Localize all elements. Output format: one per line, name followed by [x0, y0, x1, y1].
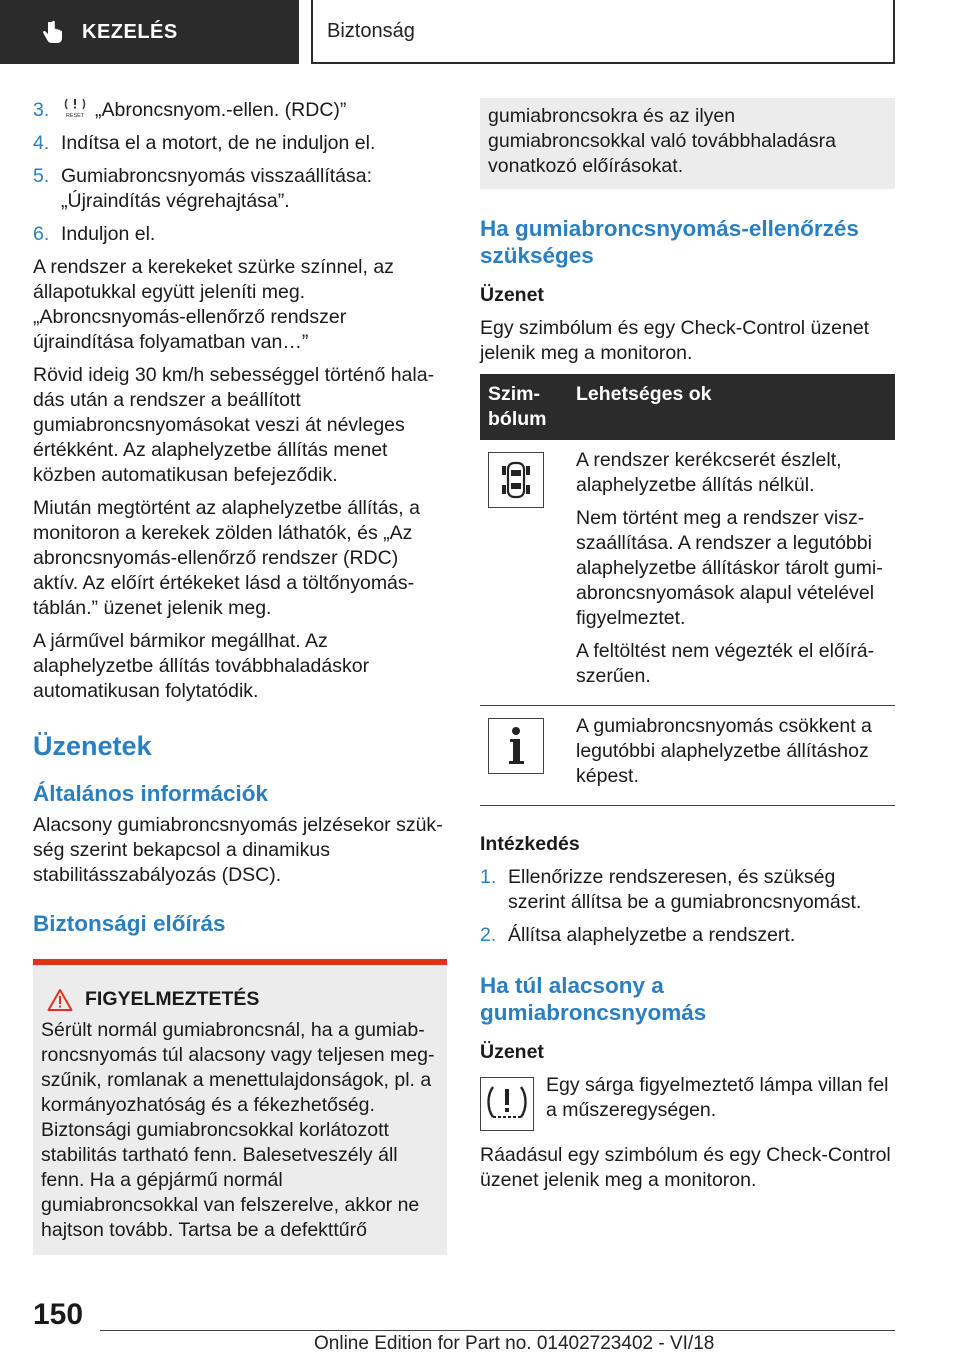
- reason-text: A gumiabroncsnyomás csökkent a legutóbbi alaphelyzetbe állításhoz képest.: [576, 715, 872, 787]
- footer-divider: [100, 1330, 895, 1331]
- paragraph: A rendszer a kerekeket szürke színnel, az állapotukkal együtt jeleníti meg. „Abroncsnyomás-ellenőrző rendszer újraindítása folyamatban van…”: [33, 256, 394, 353]
- hand-pointer-icon: [38, 18, 66, 46]
- step-text: Indítsa el a motort, de ne induljon el.: [61, 132, 376, 154]
- step-text: Gumiabroncsnyomás visszaállítása: „Újraindítás végrehajtása”.: [61, 165, 373, 212]
- action-number: 1.: [480, 866, 497, 888]
- yellow-lamp-text: Egy sárga figyelmeztető lámpa villan fel a műszeregységen.: [546, 1074, 889, 1121]
- yellow-lamp-row: [480, 1073, 895, 1131]
- column-header: Lehetséges ok: [568, 374, 895, 440]
- heading-check-required: Ha gumiabroncsnyomás-ellenőrzés szükséges: [480, 216, 859, 268]
- page-number: 150: [33, 1298, 84, 1331]
- action-item: [480, 923, 895, 948]
- rdc-reset-label: RESET: [65, 112, 85, 119]
- action-text: Ellenőrizze rendszeresen, és szükség szerint állítsa be a gumiabroncsnyomást.: [508, 866, 862, 913]
- tire-pressure-warning-icon: [480, 1077, 534, 1131]
- step-number: 3.: [33, 99, 50, 121]
- step-item: [33, 131, 447, 156]
- step-text: „Abroncsnyom.-ellen. (RDC)”: [95, 99, 347, 121]
- action-item: [480, 865, 895, 915]
- step-item: [33, 222, 447, 247]
- message-label: Üzenet: [480, 284, 544, 306]
- action-text: Állítsa alaphelyzetbe a rendszert.: [508, 924, 796, 946]
- warning-continued: gumiabroncsokra és az ilyen gumiabroncsokkal való továbbhaladásra vonatkozó előírásokat.: [480, 98, 895, 189]
- symbol-cell: [480, 440, 568, 706]
- reason-cell: [568, 440, 895, 706]
- heading-low-pressure: Ha túl alacsony a gumiabroncsnyomás: [480, 973, 707, 1025]
- step-number: 4.: [33, 132, 50, 154]
- table-row: [480, 706, 895, 806]
- paragraph: Miután megtörtént az alaphelyzetbe állítás, a monitoron a kerekek zölden láthatók, és „Az abroncsnyomás-ellenőrző rendszer (RDC) aktív. Az előírt értékeket lásd a töltőnyomás-táblán.” üzenet jelenik meg.: [33, 497, 420, 619]
- step-item: [33, 164, 447, 214]
- step-number: 5.: [33, 165, 50, 187]
- table-header: [480, 374, 895, 440]
- section-label: KEZELÉS: [82, 20, 178, 43]
- warning-box: [33, 959, 447, 1255]
- column-header: Szimbólum: [480, 374, 568, 440]
- reason-cell: [568, 706, 895, 806]
- left-column: [33, 98, 447, 1255]
- warning-title-text: FIGYELMEZTETÉS: [85, 988, 260, 1010]
- symbol-cell: [480, 706, 568, 806]
- step-item: [33, 98, 447, 123]
- general-info-text: Alacsony gumiabroncsnyomás jelzésekor szükség szerint bekapcsol a dinamikus stabilitásszabályozás (DSC).: [33, 814, 443, 886]
- section-tab: [0, 0, 299, 64]
- page-title: Biztonság: [311, 0, 895, 64]
- info-icon: [488, 718, 544, 774]
- message-label: Üzenet: [480, 1041, 544, 1063]
- heading-messages: Üzenetek: [33, 731, 152, 761]
- car-tires-icon: [488, 452, 544, 508]
- warning-triangle-icon: [47, 988, 73, 1012]
- message-text: Egy szimbólum és egy Check-Control üzenet jelenik meg a monitoron.: [480, 317, 870, 364]
- reason-text: A feltöltést nem végezték el előírászerűen.: [576, 640, 875, 687]
- warning-title: [41, 987, 439, 1012]
- step-number: 6.: [33, 223, 50, 245]
- right-column: [480, 98, 895, 1201]
- heading-general-info: Általános információk: [33, 781, 269, 806]
- edition-text: Online Edition for Part no. 01402723402 - VI/18: [314, 1333, 715, 1354]
- paragraph: A járművel bármikor megállhat. Az alaphelyzetbe állítás továbbhaladáskor automatikusan folytatódik.: [33, 630, 370, 702]
- reason-text: Nem történt meg a rendszer viszszaállítása. A rendszer a legutóbbi alaphelyzetbe állításkor tárolt gumiabroncsnyomások alapul vételével figyelmeztet.: [576, 507, 883, 629]
- rdc-reset-icon: [63, 96, 87, 120]
- action-number: 2.: [480, 924, 497, 946]
- step-text: Induljon el.: [61, 223, 156, 245]
- warning-text: Sérült normál gumiabroncsnál, ha a gumiabroncsnyomás túl alacsony vagy teljesen megszűnik, romlanak a menettulajdonságok, pl. a kormányozhatóság és a fékezhetőség. Biztonsági gumiabroncsokkal korlátozott stabilitás tartható fenn. Balesetveszély áll fenn. Ha a gépjármű normál gumiabroncsokkal van felszerelve, akkor ne hajtson tovább. Tartsa be a defekttűrő: [41, 1019, 435, 1241]
- table-row: [480, 440, 895, 706]
- action-label: Intézkedés: [480, 833, 580, 855]
- reason-text: A rendszer kerékcserét észlelt, alaphelyzetbe állítás nélkül.: [576, 449, 842, 496]
- symbol-table: [480, 374, 895, 806]
- heading-safety: Biztonsági előírás: [33, 911, 226, 936]
- extra-text: Ráadásul egy szimbólum és egy Check-Control üzenet jelenik meg a monitoron.: [480, 1144, 891, 1191]
- paragraph: Rövid ideig 30 km/h sebességgel történő haladás után a rendszer a beállított gumiabroncsnyomásokat veszi át névleges értékként. Az alaphelyzetbe állítás menet közben automatikusan befejeződik.: [33, 364, 435, 486]
